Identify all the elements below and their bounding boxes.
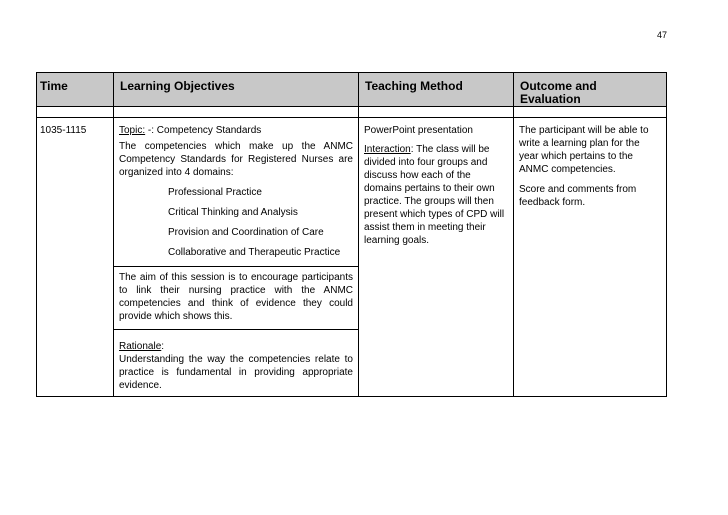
table-header-row	[37, 73, 667, 107]
spacer-row	[37, 107, 667, 118]
header-outcome-evaluation: Outcome and Evaluation	[514, 73, 667, 107]
topic-label: Topic:	[119, 125, 146, 136]
header-learning-objectives: Learning Objectives	[114, 73, 359, 107]
topic-text: -: Competency Standards	[145, 125, 262, 136]
teaching-method-text: PowerPoint presentation	[364, 125, 473, 136]
rationale-colon: :	[161, 341, 165, 352]
domain-list	[119, 186, 353, 259]
domain-item: Collaborative and Therapeutic Practice	[168, 247, 341, 258]
rationale-heading	[119, 340, 353, 353]
learning-objectives-cell	[114, 118, 359, 397]
outcome-evaluation-cell	[514, 118, 667, 397]
intro-text: The competencies which make up the ANMC Competency Standards for Registered Nurses are organized into 4 domains:	[119, 141, 353, 178]
session-plan-table	[36, 72, 667, 397]
interaction-label: Interaction	[364, 144, 411, 155]
aim-text: The aim of this session is to encourage participants to link their nursing practice with the ANMC competencies and think of evidence they could provide which shows this.	[114, 266, 358, 329]
topic-line	[119, 124, 353, 137]
rationale-text: Understanding the way the competencies relate to practice is fundamental in providing appropriate evidence.	[119, 354, 353, 391]
rationale-block	[114, 329, 358, 392]
domain-item: Professional Practice	[168, 187, 262, 198]
time-cell: 1035-1115	[37, 118, 114, 397]
header-time: Time	[37, 73, 114, 107]
header-teaching-method: Teaching Method	[359, 73, 514, 107]
outcome-text: The participant will be able to write a learning plan for the year which pertains to the ANMC competencies.	[519, 125, 649, 175]
domain-item: Provision and Coordination of Care	[168, 227, 324, 238]
interaction-block	[364, 143, 508, 247]
interaction-text: : The class will be divided into four groups and discuss how each of the domains pertains to their own practice. The groups will then present which types of CPD will assist them in meeting their learning goals.	[364, 144, 505, 246]
table-row	[37, 118, 667, 397]
teaching-method-cell	[359, 118, 514, 397]
rationale-label: Rationale	[119, 341, 162, 352]
domain-item: Critical Thinking and Analysis	[168, 207, 298, 218]
page-number: 47	[657, 30, 668, 40]
evaluation-text: Score and comments from feedback form.	[519, 184, 637, 208]
